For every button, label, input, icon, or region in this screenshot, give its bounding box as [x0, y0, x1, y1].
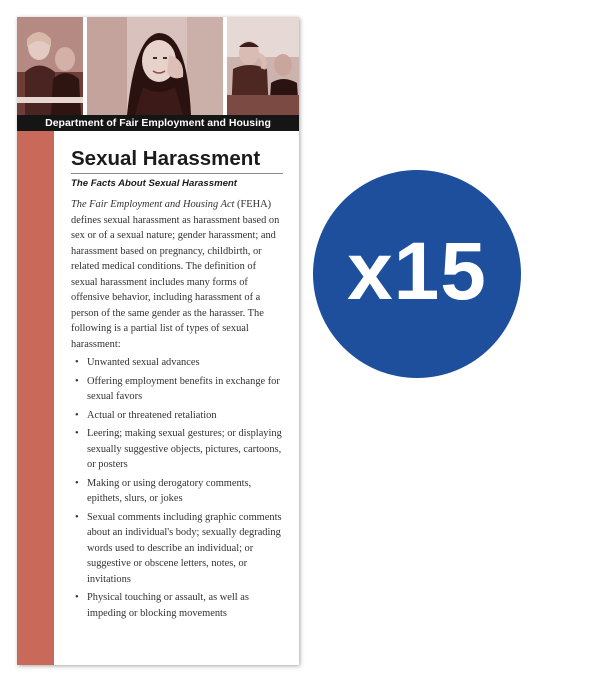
department-name: Department of Fair Employment and Housing — [45, 117, 271, 129]
act-name: The Fair Employment and Housing Act — [71, 199, 235, 210]
list-item: • Unwanted sexual advances — [87, 355, 283, 371]
photo-strip — [17, 17, 299, 115]
list-item: • Actual or threatened retaliation — [87, 408, 283, 424]
intro-paragraph — [71, 197, 283, 352]
brochure-cover — [17, 17, 299, 665]
intro-text: (FEHA) defines sexual harassment as harassment based on sex or of a sexual nature; gender harassment; and harassment based on pregnancy, childbirth, or related medical conditions. The definition of sexual harassment includes many forms of offensive behavior, including harassment of a person of the same gender as the harasser. The following is a partial list of types of sexual harassment: — [71, 199, 280, 350]
list-item: • Making or using derogatory comments, epithets, slurs, or jokes — [87, 476, 283, 507]
quantity-label: x15 — [347, 226, 487, 317]
list-item: • Physical touching or assault, as well as impeding or blocking movements — [87, 590, 283, 621]
brochure-content — [71, 147, 283, 624]
photo-distressed-woman — [87, 17, 223, 115]
brochure-title: Sexual Harassment — [71, 147, 261, 170]
photo-office-coworkers — [17, 17, 83, 115]
photo-man-at-desk — [227, 17, 299, 115]
brochure-subtitle: The Facts About Sexual Harassment — [71, 178, 237, 189]
quantity-badge — [313, 170, 521, 378]
list-item: • Offering employment benefits in exchange for sexual favors — [87, 374, 283, 405]
list-item: • Leering; making sexual gestures; or displaying sexually suggestive objects, pictures, cartoons, or posters — [87, 426, 283, 473]
harassment-types-list — [71, 355, 283, 621]
department-bar — [17, 115, 299, 131]
list-item: • Sexual comments including graphic comments about an individual's body; sexually degrading words used to describe an individual; or suggestive or obscene letters, notes, or invitations — [87, 510, 283, 588]
title-divider — [71, 173, 283, 174]
accent-stripe — [17, 131, 54, 665]
